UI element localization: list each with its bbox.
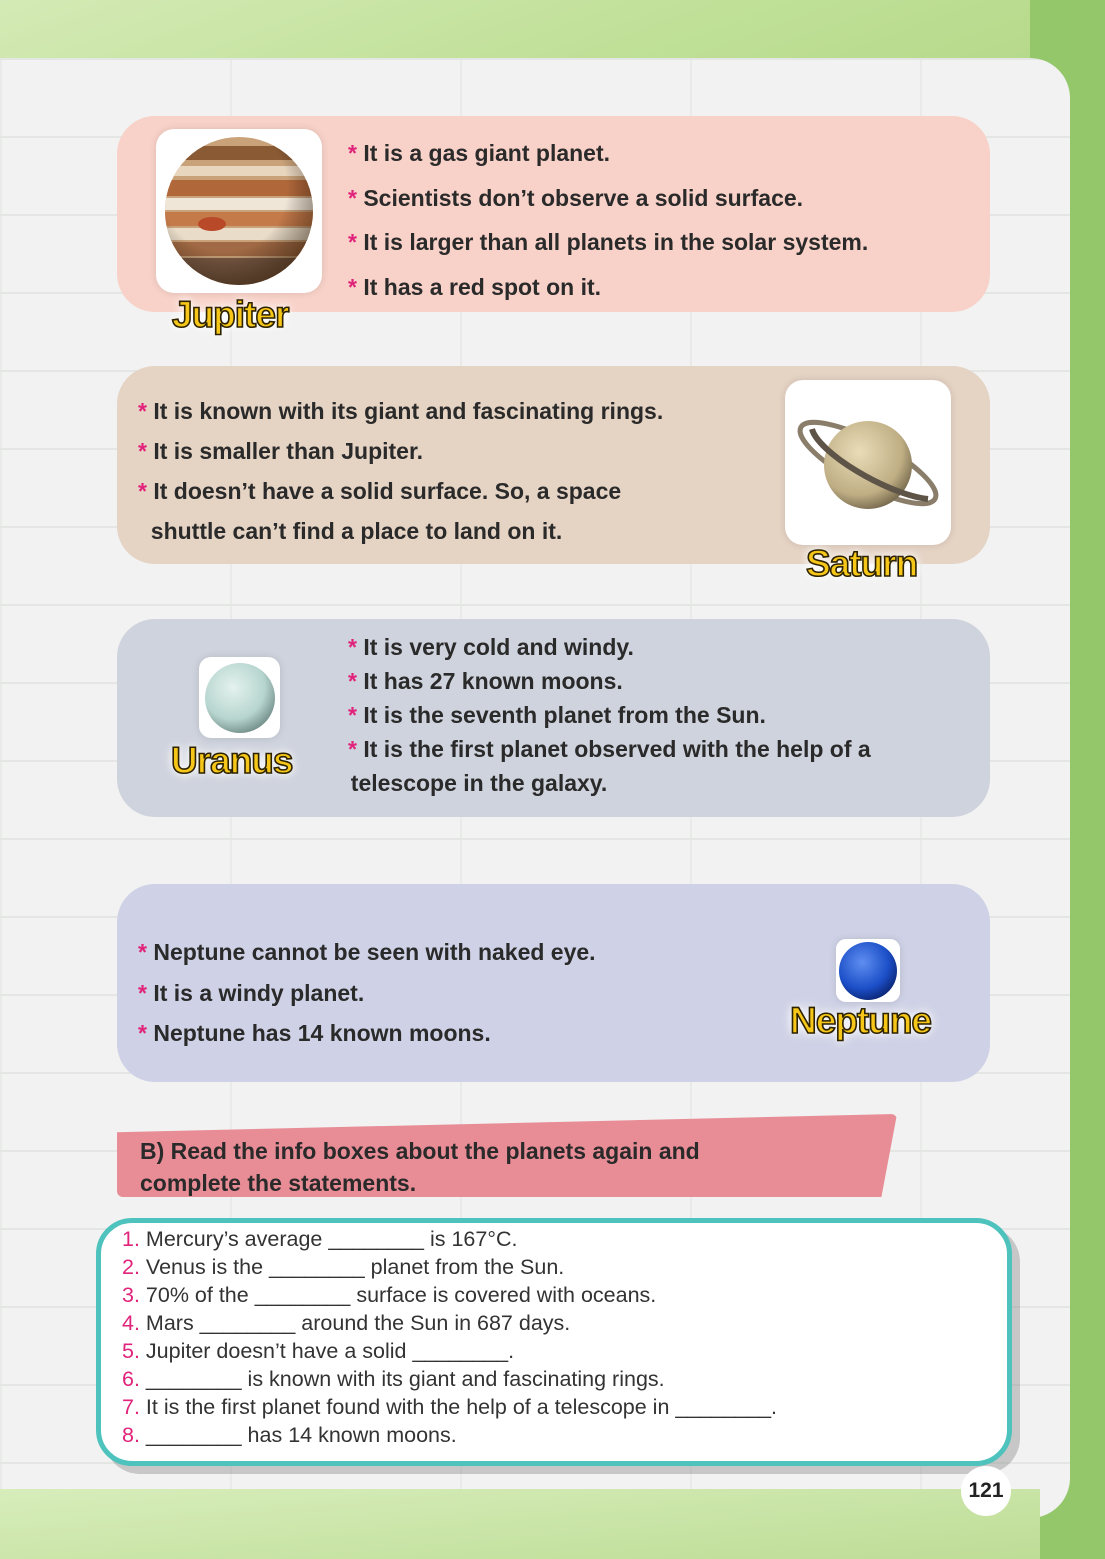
uranus-planet-icon — [203, 661, 277, 735]
exercise-item — [122, 1309, 777, 1337]
exercise-number: 5. — [122, 1339, 140, 1363]
exercise-item — [122, 1365, 777, 1393]
uranus-facts-list — [348, 630, 871, 800]
exercise-number: 3. — [122, 1283, 140, 1307]
instruction-line: B) Read the info boxes about the planets again and — [140, 1138, 700, 1164]
exercise-statement: Mars ________ around the Sun in 687 days. — [145, 1311, 571, 1335]
exercise-statement: ________ has 14 known moons. — [145, 1423, 457, 1447]
neptune-facts-list — [138, 932, 596, 1054]
exercise-statement: Mercury’s average ________ is 167°C. — [145, 1227, 518, 1251]
exercise-statement: Jupiter doesn’t have a solid ________. — [145, 1339, 515, 1363]
exercise-statement: Venus is the ________ planet from the Sun. — [145, 1255, 565, 1279]
saturn-fact: * It is known with its giant and fascinating rings. — [138, 391, 663, 431]
exercise-item — [122, 1225, 777, 1253]
saturn-fact: * It is smaller than Jupiter. — [138, 431, 663, 471]
neptune-fact: * Neptune cannot be seen with naked eye. — [138, 932, 596, 973]
saturn-fact: shuttle can’t find a place to land on it. — [150, 518, 563, 544]
exercise-item — [122, 1421, 777, 1449]
saturn-facts-list — [138, 391, 663, 551]
uranus-fact: * It is the first planet observed with the help of a — [348, 732, 871, 766]
jupiter-fact: * Scientists don’t observe a solid surface. — [348, 176, 868, 221]
exercise-number: 7. — [122, 1395, 140, 1419]
exercise-number: 4. — [122, 1311, 140, 1335]
exercise-list — [122, 1225, 777, 1449]
instruction-line: complete the statements. — [140, 1170, 417, 1196]
neptune-fact: * Neptune has 14 known moons. — [138, 1013, 596, 1054]
exercise-number: 2. — [122, 1255, 140, 1279]
saturn-title: Saturn — [806, 543, 918, 584]
exercise-item — [122, 1393, 777, 1421]
exercise-statement: ________ is known with its giant and fascinating rings. — [145, 1367, 665, 1391]
neptune-fact: * It is a windy planet. — [138, 973, 596, 1014]
jupiter-title: Jupiter — [172, 294, 289, 335]
exercise-statement: It is the first planet found with the help of a telescope in ________. — [145, 1395, 778, 1419]
neptune-title: Neptune — [790, 1000, 931, 1041]
bottom-background-band — [0, 1489, 1040, 1559]
uranus-image-card — [199, 657, 280, 738]
uranus-title: Uranus — [171, 740, 293, 781]
exercise-item — [122, 1281, 777, 1309]
uranus-fact: telescope in the galaxy. — [350, 770, 608, 796]
exercise-statement: 70% of the ________ surface is covered with oceans. — [145, 1283, 657, 1307]
uranus-fact: * It is very cold and windy. — [348, 630, 871, 664]
jupiter-image-card — [156, 129, 322, 293]
exercise-number: 6. — [122, 1367, 140, 1391]
exercise-number: 1. — [122, 1227, 140, 1251]
neptune-image-card — [836, 939, 900, 1002]
saturn-planet-icon — [788, 393, 948, 533]
uranus-fact: * It has 27 known moons. — [348, 664, 871, 698]
saturn-image-card — [785, 380, 951, 545]
exercise-item — [122, 1337, 777, 1365]
saturn-fact: * It doesn’t have a solid surface. So, a space — [138, 471, 663, 511]
jupiter-facts-list — [348, 131, 868, 309]
jupiter-planet-icon — [164, 136, 314, 286]
jupiter-fact: * It has a red spot on it. — [348, 265, 868, 310]
uranus-fact: * It is the seventh planet from the Sun. — [348, 698, 871, 732]
jupiter-fact: * It is a gas giant planet. — [348, 131, 868, 176]
exercise-item — [122, 1253, 777, 1281]
exercise-number: 8. — [122, 1423, 140, 1447]
instruction-text — [140, 1135, 840, 1199]
page-number: 121 — [961, 1466, 1011, 1516]
neptune-planet-icon — [838, 941, 898, 1001]
jupiter-fact: * It is larger than all planets in the solar system. — [348, 220, 868, 265]
